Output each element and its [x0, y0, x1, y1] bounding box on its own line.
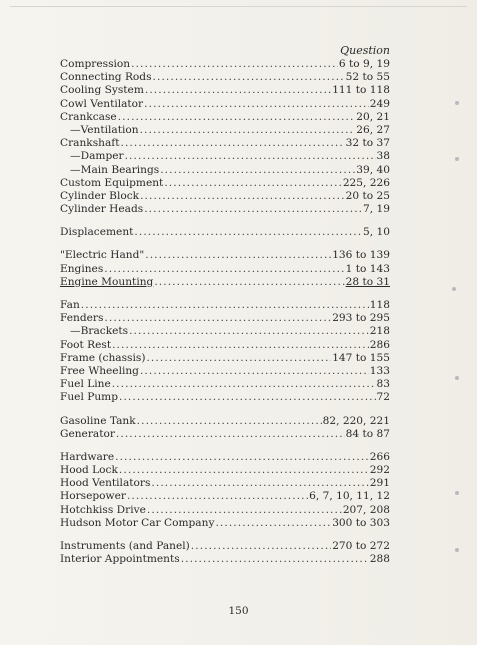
dot-leader — [116, 428, 345, 441]
dot-leader — [134, 226, 362, 239]
index-entry — [60, 352, 390, 365]
index-entry — [60, 517, 390, 530]
index-entry — [60, 490, 390, 503]
entry-question-ref: 292 — [369, 464, 390, 477]
entry-label: Horsepower — [60, 490, 126, 503]
page-edge-line — [10, 6, 467, 7]
index-entry — [60, 378, 390, 391]
entry-label: Custom Equipment — [60, 176, 164, 189]
index-entry — [60, 84, 390, 97]
index-entry — [60, 451, 390, 464]
dot-leader — [140, 190, 345, 203]
entry-label: Engines — [60, 262, 104, 275]
entry-question-ref: 111 to 118 — [332, 84, 390, 97]
entry-label: Frame (chassis) — [60, 351, 146, 364]
entry-label: Foot Rest — [60, 338, 112, 351]
entry-question-ref: 291 — [369, 477, 390, 490]
dot-leader — [119, 391, 376, 404]
index-entry — [60, 325, 390, 338]
entry-label: —Brackets — [70, 325, 129, 338]
entry-label: Interior Appointments — [60, 553, 180, 566]
margin-speck — [455, 376, 459, 380]
entry-label: Cowl Ventilator — [60, 97, 144, 110]
entry-label: Hotchkiss Drive — [60, 503, 146, 516]
index-entry — [60, 415, 390, 428]
dot-leader — [131, 58, 338, 71]
entry-question-ref: 293 to 295 — [332, 312, 390, 325]
entry-label: —Damper — [70, 150, 124, 163]
dot-leader — [120, 137, 344, 150]
index-entry — [60, 203, 390, 216]
dot-leader — [104, 312, 331, 325]
index-group — [60, 58, 390, 216]
entry-label: Engine Mounting — [60, 275, 154, 288]
entry-question-ref: 26, 27 — [356, 123, 390, 136]
dot-leader — [145, 249, 331, 262]
dot-leader — [215, 517, 331, 530]
index-entry — [60, 137, 390, 150]
dot-leader — [119, 464, 369, 477]
dot-leader — [129, 325, 369, 338]
entry-question-ref: 20, 21 — [356, 110, 390, 123]
dot-leader — [115, 451, 369, 464]
index-groups — [60, 58, 390, 566]
entry-question-ref: 52 to 55 — [345, 71, 390, 84]
dot-leader — [144, 203, 362, 216]
dot-leader — [147, 504, 342, 517]
dot-leader — [153, 71, 345, 84]
entry-label: Free Wheeling — [60, 364, 139, 377]
entry-label: Hood Ventilators — [60, 477, 151, 490]
entry-question-ref: 7, 19 — [363, 203, 390, 216]
entry-question-ref: 72 — [376, 391, 390, 404]
index-entry — [60, 464, 390, 477]
entry-label: Fuel Pump — [60, 391, 118, 404]
entry-question-ref: 218 — [369, 325, 390, 338]
index-entry — [60, 263, 390, 276]
entry-question-ref: 32 to 37 — [345, 137, 390, 150]
page-number: 150 — [228, 605, 249, 617]
entry-question-ref: 300 to 303 — [332, 516, 390, 529]
index-entry — [60, 504, 390, 517]
dot-leader — [144, 98, 369, 111]
entry-label: Compression — [60, 58, 131, 70]
entry-question-ref: 82, 220, 221 — [322, 414, 390, 427]
dot-leader — [145, 84, 331, 97]
index-content — [60, 44, 390, 566]
index-group — [60, 226, 390, 239]
entry-question-ref: 6 to 9, 19 — [338, 58, 390, 70]
index-entry — [60, 299, 390, 312]
index-entry — [60, 98, 390, 111]
dot-leader — [181, 553, 369, 566]
index-group — [60, 451, 390, 530]
index-entry — [60, 339, 390, 352]
entry-question-ref: 266 — [369, 450, 390, 463]
margin-speck — [455, 491, 459, 495]
dot-leader — [118, 111, 356, 124]
entry-question-ref: 133 — [369, 364, 390, 377]
entry-question-ref: 38 — [376, 150, 390, 163]
index-entry — [60, 249, 390, 262]
entry-question-ref: 5, 10 — [363, 226, 390, 239]
entry-label: Hudson Motor Car Company — [60, 516, 215, 529]
entry-label: Crankcase — [60, 110, 117, 123]
index-entry — [60, 540, 390, 553]
entry-question-ref: 28 to 31 — [345, 275, 390, 288]
column-header: Question — [340, 44, 390, 57]
entry-label: Fan — [60, 299, 80, 311]
index-entry — [60, 276, 390, 289]
index-entry — [60, 477, 390, 490]
entry-question-ref: 249 — [369, 97, 390, 110]
entry-label: Connecting Rods — [60, 71, 152, 84]
entry-label: Hardware — [60, 450, 115, 463]
entry-question-ref: 1 to 143 — [345, 262, 390, 275]
index-entry — [60, 58, 390, 71]
entry-question-ref: 286 — [369, 338, 390, 351]
entry-question-ref: 147 to 155 — [332, 351, 390, 364]
entry-label: Hood Lock — [60, 464, 118, 477]
dot-leader — [140, 124, 356, 137]
entry-question-ref: 20 to 25 — [345, 189, 390, 202]
entry-question-ref: 118 — [369, 299, 390, 311]
entry-question-ref: 225, 226 — [342, 176, 390, 189]
index-entry — [60, 365, 390, 378]
index-entry — [60, 150, 390, 163]
index-entry — [60, 71, 390, 84]
index-entry — [60, 553, 390, 566]
entry-question-ref: 207, 208 — [342, 503, 390, 516]
entry-label: Fuel Line — [60, 378, 111, 391]
dot-leader — [81, 299, 369, 312]
index-entry — [60, 111, 390, 124]
index-group — [60, 299, 390, 405]
entry-label: Generator — [60, 427, 115, 440]
entry-label: Gasoline Tank — [60, 414, 136, 427]
index-entry — [60, 391, 390, 404]
index-group — [60, 249, 390, 289]
entry-label: Cooling System — [60, 84, 144, 97]
dot-leader — [191, 540, 331, 553]
margin-speck — [455, 157, 459, 161]
entry-label: —Main Bearings — [70, 163, 160, 176]
entry-question-ref: 288 — [369, 553, 390, 566]
dot-leader — [146, 352, 331, 365]
dot-leader — [112, 378, 376, 391]
margin-speck — [452, 287, 456, 291]
index-entry — [60, 164, 390, 177]
index-entry — [60, 177, 390, 190]
entry-question-ref: 83 — [376, 378, 390, 391]
dot-leader — [151, 477, 368, 490]
dot-leader — [154, 276, 344, 289]
entry-label: Displacement — [60, 226, 134, 239]
index-group — [60, 415, 390, 441]
entry-label: Instruments (and Panel) — [60, 540, 190, 552]
index-entry — [60, 312, 390, 325]
dot-leader — [112, 339, 369, 352]
entry-question-ref: 84 to 87 — [345, 427, 390, 440]
index-entry — [60, 124, 390, 137]
entry-label: Cylinder Heads — [60, 203, 144, 216]
margin-speck — [455, 101, 459, 105]
dot-leader — [125, 150, 376, 163]
index-entry — [60, 428, 390, 441]
entry-label: Crankshaft — [60, 137, 120, 150]
dot-leader — [137, 415, 322, 428]
dot-leader — [140, 365, 369, 378]
entry-question-ref: 6, 7, 10, 11, 12 — [309, 490, 390, 503]
dot-leader — [160, 164, 355, 177]
index-group — [60, 540, 390, 566]
entry-label: Fenders — [60, 312, 104, 325]
entry-label: "Electric Hand" — [60, 249, 145, 262]
entry-label: —Ventilation — [70, 123, 139, 136]
dot-leader — [164, 177, 341, 190]
index-entry — [60, 226, 390, 239]
entry-question-ref: 39, 40 — [356, 163, 390, 176]
entry-label: Cylinder Block — [60, 189, 140, 202]
entry-question-ref: 136 to 139 — [332, 249, 390, 262]
entry-question-ref: 270 to 272 — [332, 540, 390, 552]
dot-leader — [104, 263, 344, 276]
dot-leader — [127, 490, 308, 503]
margin-speck — [455, 548, 459, 552]
index-entry — [60, 190, 390, 203]
